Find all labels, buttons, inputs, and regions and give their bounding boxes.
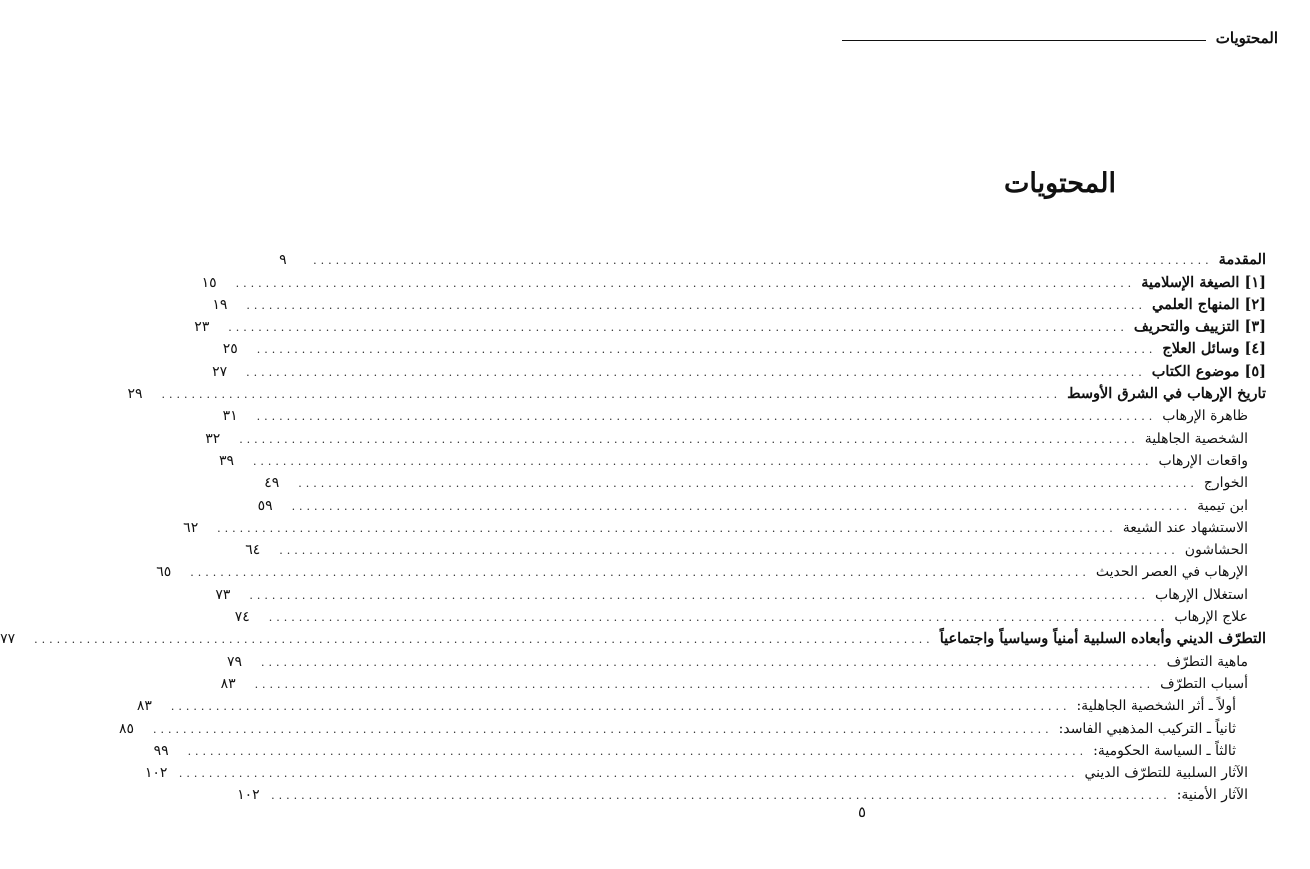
- page-number: ٥: [858, 803, 867, 821]
- toc-entry: [237, 781, 1266, 804]
- toc-entry-page: ٢٣: [194, 319, 210, 336]
- toc-entry: [222, 335, 1266, 358]
- table-of-contents: [0, 246, 1266, 804]
- toc-entry-title: ثالثاً ـ السياسة الحكومية:: [1093, 742, 1236, 759]
- toc-entry: [201, 268, 1266, 291]
- dot-leader: ........................................................................................................................: [187, 744, 1088, 758]
- toc-entry-title: الآثار السلبية للتطرّف الديني: [1084, 765, 1248, 782]
- toc-entry-title: الإرهاب في العصر الحديث: [1095, 564, 1248, 581]
- toc-entry-page: ٧٤: [234, 609, 250, 626]
- toc-entry: [222, 402, 1266, 425]
- toc-entry: [226, 647, 1266, 670]
- running-title: المحتويات: [1215, 29, 1278, 47]
- dot-leader: ........................................................................................................................: [252, 454, 1153, 468]
- toc-entry-page: ٦٤: [245, 542, 261, 559]
- toc-entry-page: ٢٧: [212, 363, 228, 380]
- toc-entry-title: ظاهرة الإرهاب: [1162, 408, 1248, 425]
- dot-leader: ........................................................................................................................: [228, 321, 1128, 335]
- toc-entry-page: ٢٩: [127, 386, 143, 403]
- toc-entry-page: ٤٩: [264, 475, 280, 492]
- toc-entry-title: [٢] المنهاج العلمي: [1151, 295, 1266, 313]
- dot-leader: ........................................................................................................................: [239, 432, 1139, 446]
- toc-entry-page: ٧٩: [226, 653, 243, 670]
- dot-leader: ........................................................................................................................: [268, 611, 1169, 625]
- toc-entry-title: الآثار الأمنية:: [1176, 787, 1248, 804]
- toc-entry: [127, 380, 1266, 403]
- toc-entry: [156, 558, 1266, 581]
- toc-entry: [0, 625, 1266, 648]
- toc-entry: [136, 692, 1266, 715]
- dot-leader: ........................................................................................................................: [298, 477, 1198, 491]
- toc-entry: [264, 469, 1266, 492]
- toc-entry: [205, 424, 1266, 447]
- toc-entry-page: ١٠٢: [144, 765, 168, 782]
- toc-entry-page: ٦٥: [156, 564, 172, 581]
- toc-entry-page: ٨٣: [220, 675, 236, 692]
- toc-entry: [257, 491, 1266, 514]
- toc-entry: [212, 291, 1266, 313]
- toc-entry-title: الحشاشون: [1184, 542, 1248, 559]
- dot-leader: ........................................................................................................................: [161, 388, 1062, 402]
- toc-entry-page: ٥٩: [257, 497, 273, 514]
- toc-entry: [153, 737, 1266, 759]
- toc-entry-title: استغلال الإرهاب: [1154, 586, 1248, 603]
- toc-entry-title: واقعات الإرهاب: [1158, 452, 1248, 469]
- dot-leader: ........................................................................................................................: [170, 700, 1071, 714]
- toc-entry-title: الاستشهاد عند الشيعة: [1122, 519, 1248, 536]
- dot-leader: ........................................................................................................................: [217, 521, 1117, 535]
- dot-leader: ........................................................................................................................: [34, 633, 934, 647]
- dot-leader: ........................................................................................................................: [256, 343, 1157, 357]
- toc-entry-title: التطرّف الديني وأبعاده السلبية أمنياً وسياسياً واجتماعياً: [939, 630, 1266, 648]
- dot-leader: ........................................................................................................................: [279, 544, 1179, 558]
- toc-entry-page: ٦٢: [183, 519, 199, 536]
- dot-leader: ........................................................................................................................: [271, 789, 1171, 803]
- toc-entry-title: أسباب التطرّف: [1160, 675, 1248, 692]
- dot-leader: ........................................................................................................................: [313, 254, 1213, 268]
- toc-entry-title: الخوارج: [1203, 475, 1248, 492]
- toc-entry-page: ١٠٢: [237, 787, 260, 804]
- toc-entry-title: ماهية التطرّف: [1166, 653, 1248, 670]
- dot-leader: ........................................................................................................................: [178, 767, 1079, 781]
- toc-entry: [279, 246, 1266, 269]
- toc-entry-title: المقدمة: [1218, 251, 1266, 269]
- toc-entry-page: ٣٩: [218, 452, 234, 469]
- dot-leader: ........................................................................................................................: [260, 655, 1161, 669]
- toc-entry-title: [١] الصيغة الإسلامية: [1141, 273, 1266, 291]
- dot-leader: ........................................................................................................................: [246, 298, 1146, 312]
- toc-entry-title: ثانياً ـ التركيب المذهبي الفاسد:: [1058, 720, 1236, 737]
- dot-leader: ........................................................................................................................: [153, 722, 1053, 736]
- toc-entry: [245, 536, 1266, 559]
- dot-leader: ........................................................................................................................: [190, 566, 1090, 580]
- toc-entry-title: أولاً ـ أثر الشخصية الجاهلية:: [1076, 698, 1236, 715]
- page-title: المحتويات: [1003, 168, 1117, 199]
- toc-entry: [183, 514, 1266, 536]
- toc-entry: [212, 357, 1266, 380]
- header-rule: [842, 40, 1206, 41]
- toc-entry-page: ٨٣: [136, 698, 152, 715]
- toc-entry-page: ٩٩: [153, 742, 169, 759]
- toc-entry-title: [٤] وسائل العلاج: [1162, 340, 1266, 358]
- dot-leader: ........................................................................................................................: [246, 365, 1146, 379]
- toc-entry: [218, 447, 1266, 469]
- running-header: [842, 26, 1278, 50]
- dot-leader: ........................................................................................................................: [235, 276, 1136, 290]
- toc-entry-page: ١٩: [212, 296, 228, 313]
- toc-entry-page: ٧٧: [0, 631, 16, 648]
- toc-entry-page: ٨٥: [119, 720, 135, 737]
- dot-leader: ........................................................................................................................: [256, 410, 1157, 424]
- toc-entry: [194, 313, 1266, 336]
- toc-entry-title: ابن تيمية: [1197, 497, 1248, 514]
- dot-leader: ........................................................................................................................: [291, 499, 1192, 513]
- toc-entry-title: علاج الإرهاب: [1174, 609, 1248, 626]
- dot-leader: ........................................................................................................................: [249, 588, 1149, 602]
- toc-entry-page: ٢٥: [222, 341, 238, 358]
- dot-leader: ........................................................................................................................: [254, 677, 1155, 691]
- toc-entry: [234, 603, 1266, 626]
- toc-entry: [119, 714, 1266, 737]
- toc-entry-title: [٣] التزييف والتحريف: [1133, 318, 1266, 336]
- toc-entry: [144, 759, 1266, 782]
- toc-entry-page: ٩: [279, 252, 287, 269]
- toc-entry-page: ٣٢: [205, 430, 221, 447]
- toc-entry-page: ٣١: [222, 408, 238, 425]
- toc-entry: [215, 580, 1266, 603]
- toc-entry-title: تاريخ الإرهاب في الشرق الأوسط: [1067, 385, 1266, 403]
- toc-entry-title: الشخصية الجاهلية: [1144, 430, 1248, 447]
- toc-entry-page: ٧٣: [215, 586, 231, 603]
- toc-entry-page: ١٥: [201, 274, 217, 291]
- toc-entry-title: [٥] موضوع الكتاب: [1151, 362, 1266, 380]
- toc-entry: [220, 670, 1266, 692]
